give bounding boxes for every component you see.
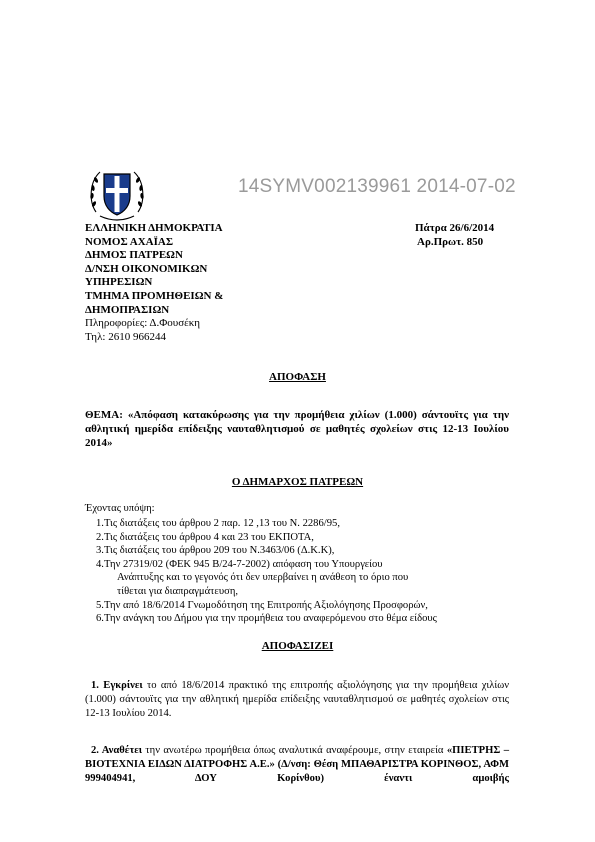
header-line: ΥΠΗΡΕΣΙΩΝ (85, 276, 153, 289)
list-item: 3.Τις διατάξεις του άρθρου 209 του Ν.3463/06 (Δ.Κ.Κ), (96, 545, 335, 557)
header-line: ΝΟΜΟΣ ΑΧΑΪΑΣ (85, 235, 174, 248)
document-date: Πάτρα 26/6/2014 (415, 222, 495, 234)
paragraph-2-lead: 2. Αναθέτει (91, 745, 143, 756)
list-item: τίθεται για διαπραγμάτευση, (117, 585, 239, 597)
document-title: ΑΠΟΦΑΣΗ (269, 371, 326, 383)
header-line: ΤΜΗΜΑ ΠΡΟΜΗΘΕΙΩΝ & (85, 289, 224, 302)
header-line: Δ/ΝΣΗ ΟΙΚΟΝΟΜΙΚΩΝ (85, 262, 208, 275)
paragraph-1 (85, 679, 509, 721)
list-item: Ανάπτυξης και το γεγονός ότι δεν υπερβαίνει η ανάθεση το όριο που (117, 572, 409, 584)
header-line: ΔΗΜΟΣ ΠΑΤΡΕΩΝ (85, 249, 183, 262)
phone-contact: Τηλ: 2610 966244 (85, 330, 166, 343)
authority-header (85, 222, 223, 344)
list-item: 2.Τις διατάξεις του άρθρου 4 και 23 του ΕΚΠΟΤΑ, (96, 531, 314, 543)
considering-label: Έχοντας υπόψη: (85, 503, 155, 514)
mayor-heading: Ο ΔΗΜΑΡΧΟΣ ΠΑΤΡΕΩΝ (231, 476, 364, 488)
greek-emblem-icon (86, 160, 148, 226)
paragraph-1-text: το από 18/6/2014 πρακτικό της επιτροπής αξιολόγησης για την προμήθεια χιλίων (1.000) σάντουϊτς για την αθλητική ημερίδα επίδειξης ναυταθλητισμού σε μαθητές σχολείων στις 12-13 Ιουλίου 2014. (85, 680, 510, 719)
paragraph-2 (85, 744, 509, 786)
paragraph-2-text: την ανωτέρω προμήθεια όπως αναλυτικά αναφέρουμε, στην εταιρεία (142, 745, 447, 756)
header-line: ΔΗΜΟΠΡΑΣΙΩΝ (85, 303, 170, 316)
decides-heading: ΑΠΟΦΑΣΙΖΕΙ (261, 640, 334, 652)
info-contact: Πληροφορίες: Δ.Φουσέκη (85, 317, 201, 330)
subject: ΘΕΜΑ: «Απόφαση κατακύρωσης για την προμήθεια χιλίων (1.000) σάντουϊτς για την αθλητική ημερίδα επίδειξης ναυταθλητισμού σε μαθητές σχολείων στις 12-13 Ιουλίου 2014» (85, 409, 509, 449)
paragraph-2-company: «ΠΙΕΤΡΗΣ – ΒΙΟΤΕΧΝΙΑ ΕΙΔΩΝ ΔΙΑΤΡΟΦΗΣ Α.Ε.» (Δ/νση: Θέση ΜΠΑΘΑΡΙΣΤΡΑ ΚΟΡΙΝΘΟΣ, ΑΦΜ 999404941, ΔΟΥ Κορίνθου) έναντι αμοιβής (85, 745, 509, 784)
list-item: 6.Την ανάγκη του Δήμου για την προμήθεια του αναφερόμενου στο θέμα είδους (96, 613, 437, 625)
list-item: 4.Την 27319/02 (ΦΕΚ 945 Β/24-7-2002) απόφαση του Υπουργείου (96, 558, 383, 570)
considerations-list (96, 517, 516, 626)
protocol-number: Αρ.Πρωτ. 850 (417, 236, 484, 248)
paragraph-1-lead: 1. Εγκρίνει (91, 680, 143, 691)
header-line: ΕΛΛΗΝΙΚΗ ΔΗΜΟΚΡΑΤΙΑ (85, 222, 223, 234)
list-item: 5.Την από 18/6/2014 Γνωμοδότηση της Επιτροπής Αξιολόγησης Προσφορών, (96, 599, 428, 611)
list-item: 1.Τις διατάξεις του άρθρου 2 παρ. 12 ,13 του Ν. 2286/95, (96, 518, 340, 529)
ada-code: 14SYMV002139961 2014-07-02 (238, 176, 516, 197)
